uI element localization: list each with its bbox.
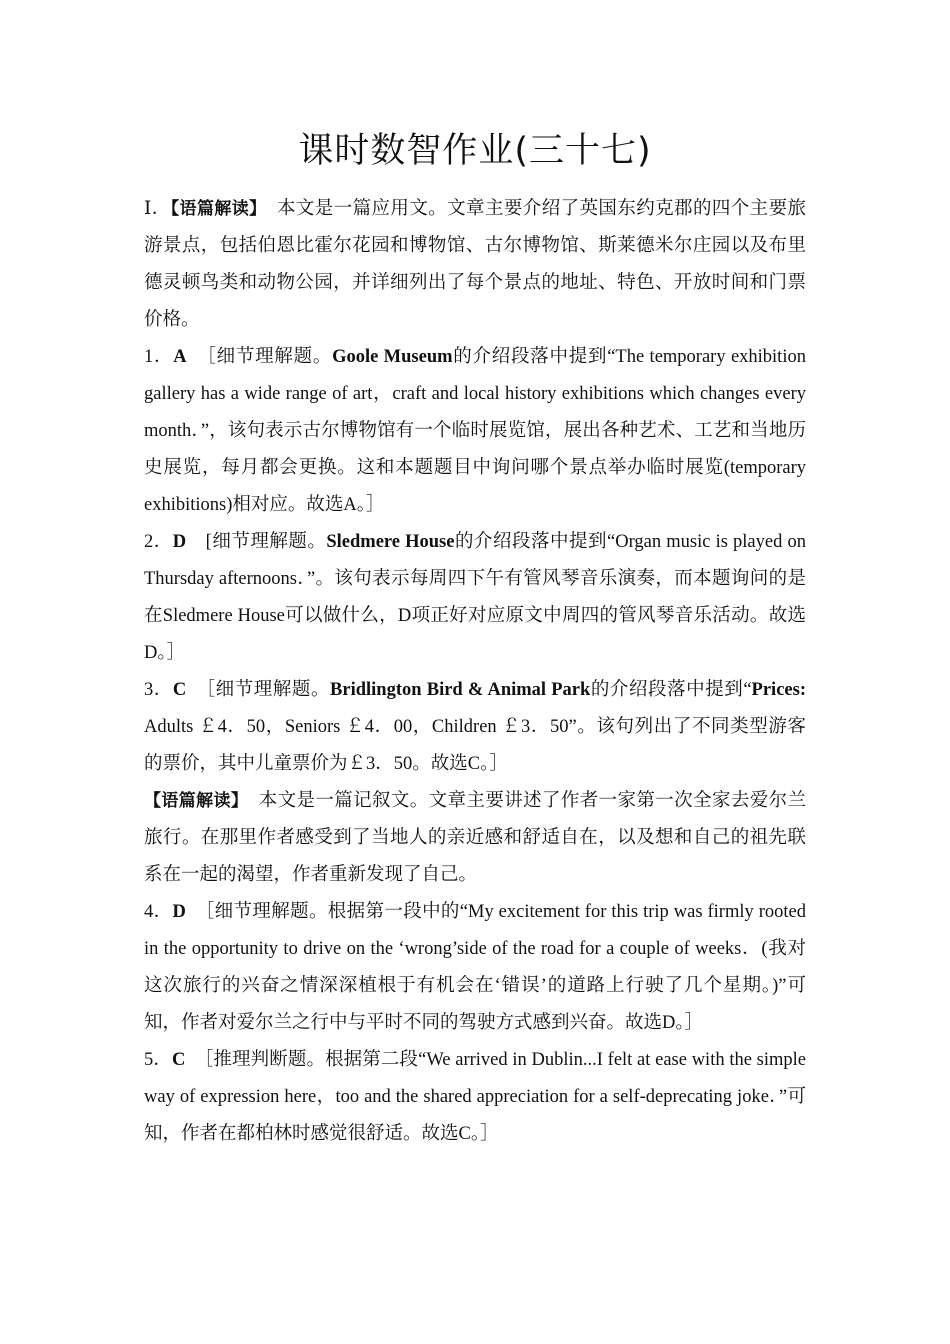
- explanation-text: 的介绍段落中提到“Organ music is played on Thursday afternoons．”。该句表示每周四下午有管风琴音乐演奏，而本题询问的是在Sledmere House可以做什么，D项正好对应原文中周四的管风琴音乐活动。故选D。］: [144, 532, 806, 663]
- explanation-text: [细节理解题。: [186, 532, 327, 552]
- question-number: 3．: [144, 680, 173, 700]
- question-number: 2．: [144, 532, 173, 552]
- explanation-text: 的介绍段落中提到“: [590, 680, 752, 700]
- question-number: 1．: [144, 347, 174, 367]
- document-body: [144, 191, 806, 1153]
- section-number: Ⅰ．: [144, 199, 171, 219]
- explanation-text: ［推理判断题。根据第二段“We arrived in Dublin...I felt at ease with the simple way of expression here，too and the shared appreciation for a self-deprecating joke．”可知，作者在都柏林时感觉很舒适。故选C。］: [144, 1050, 806, 1144]
- answer-item-5: [144, 1042, 806, 1153]
- place-name: Sledmere House: [326, 532, 455, 552]
- place-name: Goole Museum: [332, 347, 453, 367]
- answer-item-2: [144, 524, 806, 672]
- answer-letter: C: [171, 1050, 186, 1070]
- answer-letter: A: [173, 347, 187, 367]
- answer-item-3: [144, 672, 806, 783]
- answer-letter: C: [172, 680, 187, 700]
- page-title: 课时数智作业(三十七): [298, 131, 652, 171]
- prices-label: Prices:: [751, 680, 806, 700]
- passage-summary-text: 本文是一篇记叙文。文章主要讲述了作者一家第一次全家去爱尔兰旅行。在那里作者感受到了当地人的亲近感和舒适自在，以及想和自己的祖先联系在一起的渴望，作者重新发现了自己。: [144, 791, 806, 885]
- question-number: 5．: [144, 1050, 172, 1070]
- explanation-text: ［细节理解题。根据第一段中的“My excitement for this trip was firmly rooted in the opportunity to drive on the ‘wrong’side of the road for a couple of weeks．(我对这次旅行的兴奋之情深深植根于有机会在‘错误’的道路上行驶了几个星期。)”可知，作者对爱尔兰之行中与平时不同的驾驶方式感到兴奋。故选D。］: [144, 902, 806, 1033]
- explanation-text: Adults ￡4．50，Seniors ￡4．00，Children ￡3．50”。该句列出了不同类型游客的票价，其中儿童票价为￡3．50。故选C。］: [144, 717, 806, 774]
- answer-item-1: [144, 339, 806, 524]
- explanation-text: ［细节理解题。: [186, 680, 331, 700]
- passage-summary-2: [144, 783, 806, 894]
- passage-summary-text: 本文是一篇应用文。文章主要介绍了英国东约克郡的四个主要旅游景点，包括伯恩比霍尔花园和博物馆、古尔博物馆、斯莱德米尔庄园以及布里德灵顿鸟类和动物公园，并详细列出了每个景点的地址、特色、开放时间和门票价格。: [144, 199, 806, 330]
- place-name: Bridlington Bird & Animal Park: [330, 680, 591, 700]
- passage-tag: 【语篇解读】: [144, 791, 240, 811]
- explanation-text: ［细节理解题。: [186, 347, 333, 367]
- answer-letter: D: [172, 532, 187, 552]
- answer-letter: D: [172, 902, 186, 922]
- answer-item-4: [144, 894, 806, 1042]
- passage-tag: 【语篇解读】: [170, 199, 259, 219]
- explanation-text: 的介绍段落中提到“The temporary exhibition gallery has a wide range of art，craft and local history exhibitions which changes every month．”，该句表示古尔博物馆有一个临时展览馆，展出各种艺术、工艺和当地历史展览，每月都会更换。这和本题题目中询问哪个景点举办临时展览(temporary exhibitions)相对应。故选A。］: [144, 347, 806, 515]
- question-number: 4．: [144, 902, 173, 922]
- passage-summary-1: [144, 191, 806, 339]
